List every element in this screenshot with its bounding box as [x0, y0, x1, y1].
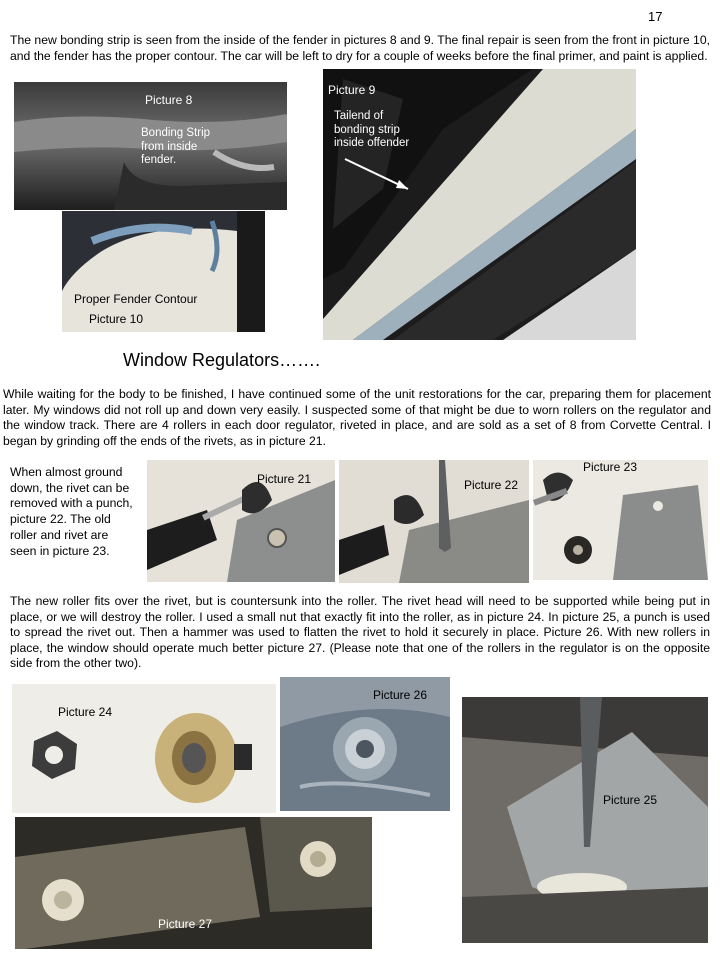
picture-25: [462, 697, 708, 943]
picture-8-note: Bonding Strip from inside fender.: [141, 127, 211, 166]
picture-27: [15, 817, 372, 949]
picture-9-title: Picture 9: [328, 83, 376, 97]
picture-10-title: Picture 10: [89, 312, 144, 326]
picture-23-title: Picture 23: [583, 460, 638, 474]
picture-9-note: Tailend of bonding strip inside offender: [334, 110, 410, 149]
picture-25-title: Picture 25: [603, 793, 658, 807]
picture-26: [280, 677, 450, 811]
picture-21: [147, 460, 335, 582]
picture-22-title: Picture 22: [464, 478, 519, 492]
picture-27-title: Picture 27: [158, 917, 213, 931]
intro-paragraph: The new bonding strip is seen from the inside of the fender in pictures 8 and 9. The final repair is seen from the front in picture 10, and the fender has the proper contour. The car will be left to dry for a couple of weeks before the final primer, and paint is applied.: [10, 33, 710, 63]
picture-8: [14, 82, 287, 210]
regulators-paragraph-1: While waiting for the body to be finished, I have continued some of the unit restorations for the car, preparing them for placement later. My windows did not roll up and down very easily. I suspected some of that might be due to worn rollers on the regulator and the window track. There are 4 rollers in each door regulator, riveted in place, and are sold as a set of 8 from Corvette Central. I began by grinding off the ends of the rivets, as in picture 21.: [3, 387, 711, 448]
regulators-paragraph-2: The new roller fits over the rivet, but is countersunk into the roller. The rivet head will need to be supported while being put in place, or we will destroy the roller. I used a small nut that exactly fit into the roller, as in picture 24. In picture 25, a punch is used to spread the rivet out. Then a hammer was used to flatten the rivet to hold it securely in place. Picture 26. With new rollers in place, the window should operate much better picture 27. (Please note that one of the rollers in the regulator is on the opposite side from the other two).: [10, 594, 710, 671]
picture-8-title: Picture 8: [145, 93, 193, 107]
picture-26-title: Picture 26: [373, 688, 428, 702]
picture-23: [533, 460, 708, 580]
picture-10-note: Proper Fender Contour: [74, 292, 198, 306]
picture-24: [12, 684, 276, 813]
side-note: When almost ground down, the rivet can be removed with a punch, picture 22. The old roller and rivet are seen in picture 23.: [10, 465, 133, 558]
picture-10: [62, 211, 265, 332]
picture-21-title: Picture 21: [257, 472, 312, 486]
picture-9: [323, 69, 636, 340]
picture-24-title: Picture 24: [58, 705, 113, 719]
section-heading: Window Regulators…….: [123, 350, 321, 370]
page-number: 17: [648, 9, 663, 24]
picture-22: [339, 460, 529, 583]
